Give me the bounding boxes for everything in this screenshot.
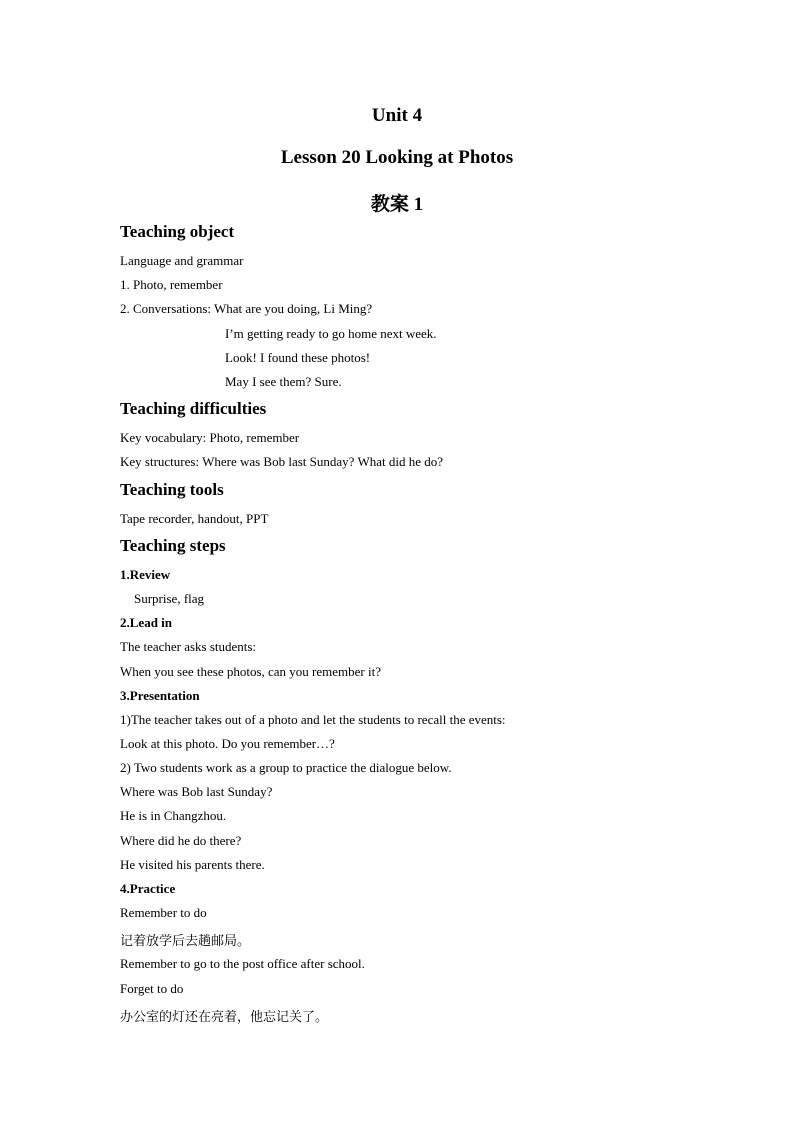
lead-in-line: When you see these photos, can you remember it? [120, 664, 381, 679]
plan-title: 教案 1 [370, 194, 424, 215]
teaching-steps-heading: Teaching steps [120, 536, 226, 555]
presentation-heading: 3.Presentation [120, 688, 200, 703]
teaching-difficulties-line: Key vocabulary: Photo, remember [120, 430, 300, 445]
unit-title: Unit 4 [371, 105, 423, 126]
teaching-object-line: 2. Conversations: What are you doing, Li Ming? [120, 301, 373, 316]
practice-line: Forget to do [120, 981, 184, 996]
conversation-line: Look! I found these photos! [225, 350, 371, 365]
presentation-line: Where did he do there? [120, 833, 242, 848]
teaching-object-line: 1. Photo, remember [120, 277, 223, 292]
conversation-line: I’m getting ready to go home next week. [225, 326, 437, 341]
presentation-line: 2) Two students work as a group to practice the dialogue below. [120, 760, 452, 775]
teaching-tools-line: Tape recorder, handout, PPT [120, 511, 269, 526]
teaching-difficulties-line: Key structures: Where was Bob last Sunday? What did he do? [120, 454, 443, 469]
teaching-difficulties-heading: Teaching difficulties [120, 399, 267, 418]
presentation-line: 1)The teacher takes out of a photo and let the students to recall the events: [120, 712, 506, 727]
practice-heading: 4.Practice [120, 881, 176, 896]
practice-line-chinese: 办公室的灯还在亮着，他忘记关了。 [120, 1010, 329, 1025]
review-line: Surprise, flag [134, 591, 205, 606]
presentation-line: He visited his parents there. [120, 857, 265, 872]
lesson-title: Lesson 20 Looking at Photos [280, 147, 514, 168]
review-heading: 1.Review [120, 567, 171, 582]
conversation-line: May I see them? Sure. [225, 374, 342, 389]
lead-in-heading: 2.Lead in [120, 615, 173, 630]
presentation-line: Where was Bob last Sunday? [120, 784, 273, 799]
presentation-line: Look at this photo. Do you remember…? [120, 736, 335, 751]
presentation-line: He is in Changzhou. [120, 808, 227, 823]
practice-line: Remember to go to the post office after school. [120, 956, 365, 971]
teaching-object-heading: Teaching object [120, 222, 235, 241]
teaching-object-line: Language and grammar [120, 253, 244, 268]
lead-in-line: The teacher asks students: [120, 639, 257, 654]
practice-line: Remember to do [120, 905, 207, 920]
practice-line-chinese: 记着放学后去趟邮局。 [120, 934, 251, 949]
teaching-tools-heading: Teaching tools [120, 480, 224, 499]
